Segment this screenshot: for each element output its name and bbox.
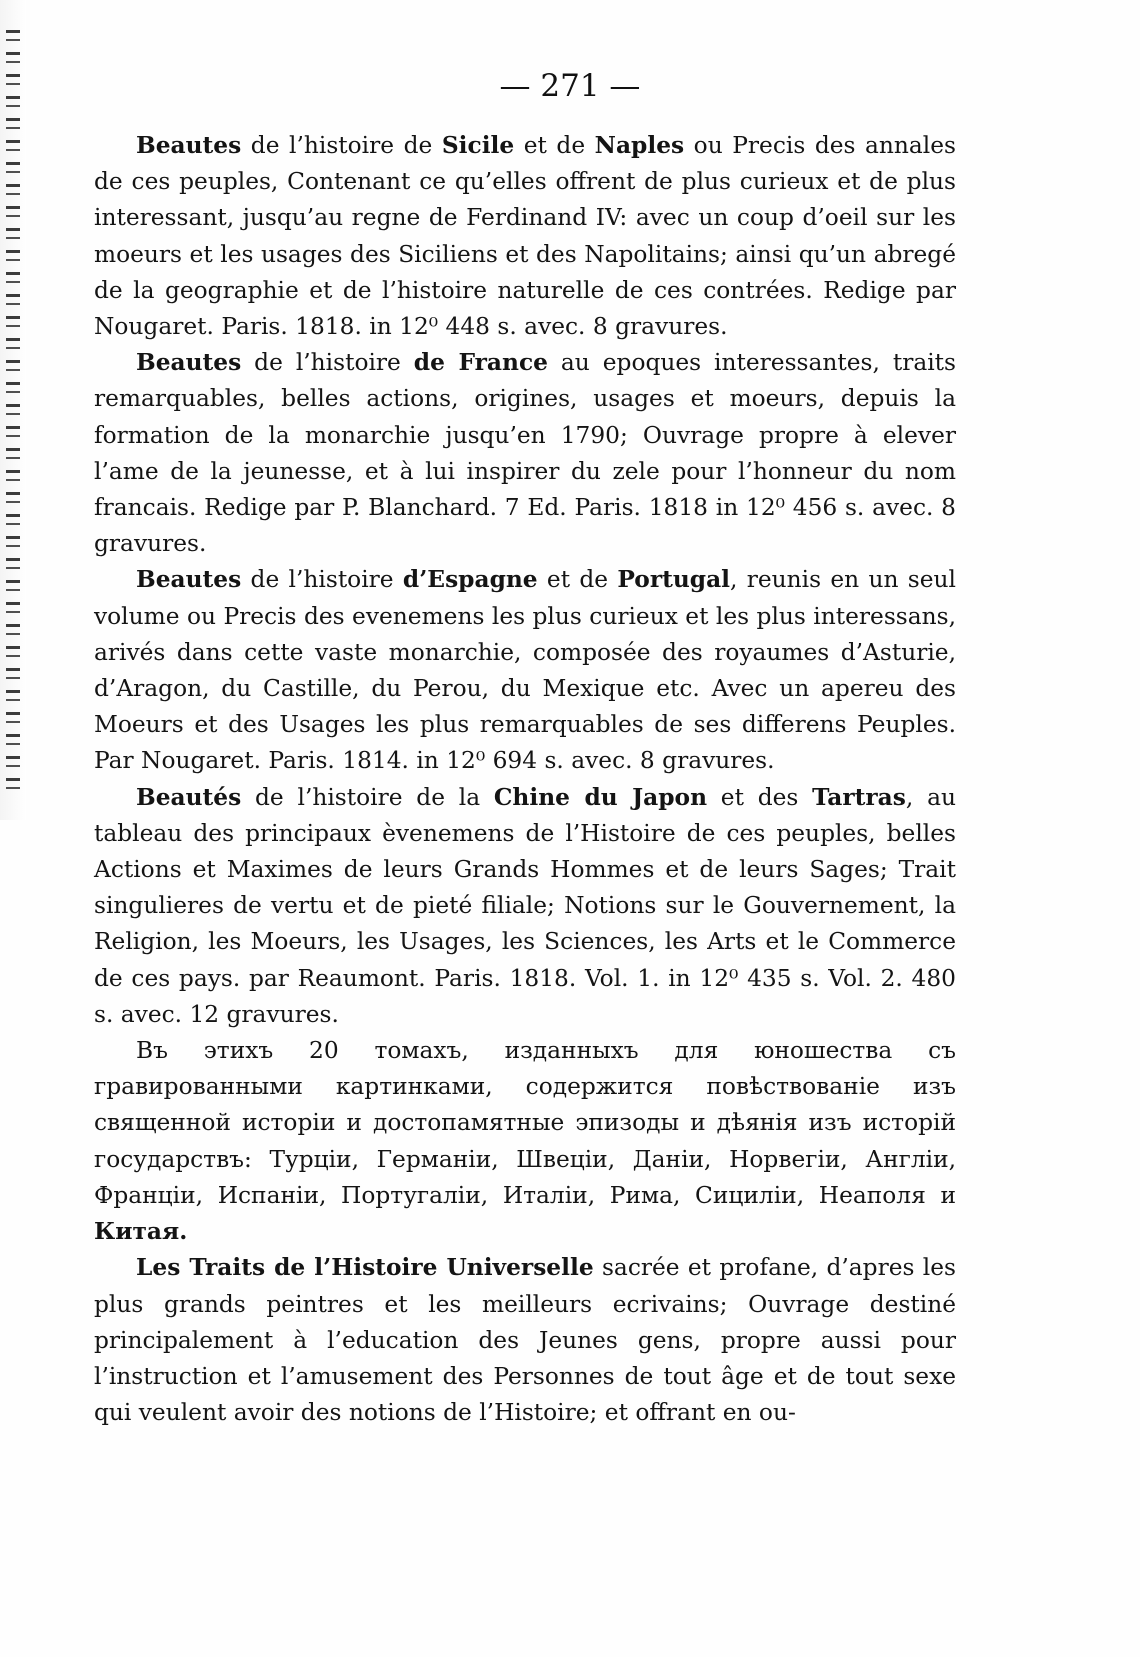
entry-text-run: et de [537,566,618,594]
entry-title-run: Chine du Japon [493,783,708,811]
entry-title-run: Beautés [136,783,242,811]
entry-text-run: , reunis en un seul volume ou Precis des evenemens les plus curieux et les plus interessans, arivés dans cette vaste monarchie, composée des royaumes d’Asturie, d’Aragon, du Castille, du Perou, du Mexique etc. Avec un apereu des Moeurs et des Usages les plus remarquables de ses differens Peuples. Par Nougaret. Paris. 1814. in 12⁰ 694 s. avec. 8 gravures. [94,566,956,775]
binding-edge [0,0,26,820]
entry-text-run: et de [514,132,595,159]
entry-text-run: de l’histoire de la [241,783,494,811]
entry-text-run: au epoques interessantes, traits remarquables, belles actions, origines, usages et moeurs, depuis la formation de la monarchie jusqu’en 1790; Ouvrage propre à elever l’ame de la jeunesse, et à lui inspirer du zele pour l’honneur du nom francais. Redige par P. Blanchard. 7 Ed. Paris. 1818 in 12⁰ 456 s. avec. 8 gravures. [94,349,956,558]
entry-text-run: de l’histoire [241,566,403,594]
entry-text-run: et des [707,783,813,811]
entry-title-run: Les Traits de l’Histoire Universelle [136,1254,594,1282]
entry-espagne-portugal [94,562,956,779]
entry-france [94,345,956,562]
entry-title-run: Tartras [812,783,906,811]
entry-text-run: de l’histoire de [241,132,442,159]
entry-title-run: d’Espagne [402,566,538,594]
entry-title-run: Китая. [94,1218,188,1246]
entry-text-run: de l’histoire [241,349,414,377]
entry-title-run: Beautes [136,349,242,377]
entry-text-run: Въ этихъ 20 томахъ, изданныхъ для юношества съ гравированными картинками, содержится повѣствованіе изъ священной исторіи и достопамятные эпизоды и дѣянія изъ исторій государствъ: Турціи, Германіи, Швеціи, Даніи, Норвегіи, Англіи, Франціи, Испаніи, Португаліи, Италіи, Рима, Сициліи, Неаполя и [94,1037,956,1209]
entry-title-run: Beautes [136,566,242,594]
entry-sicile-naples [94,128,956,345]
page-body [94,128,956,1431]
entry-title-run: Naples [594,132,685,159]
entry-russian-note [94,1033,956,1250]
binding-shadow [6,30,20,790]
entry-chine-japon [94,780,956,1033]
entry-text-run: sacrée et profane, d’apres les plus grands peintres et les meilleurs ecrivains; Ouvrage destiné principalement à l’education des Jeunes gens, propre aussi pour l’instruction et l’amusement des Personnes de tout âge et de tout sexe qui veulent avoir des notions de l’Histoire; et offrant en ou- [94,1254,956,1427]
page-number: — 271 — [499,68,641,104]
entry-title-run: Beautes [136,132,242,159]
entry-text-run: ou Precis des annales de ces peuples, Contenant ce qu’elles offrent de plus curieux et de plus interessant, jusqu’au regne de Ferdinand IV: avec un coup d’oeil sur les moeurs et les usages des Siciliens et des Napolitains; ainsi qu’un abregé de la geographie et de l’histoire naturelle de ces contrées. Redige par Nougaret. Paris. 1818. in 12⁰ 448 s. avec. 8 gravures. [94,132,956,341]
entry-traits-histoire [94,1250,956,1431]
entry-text-run: , au tableau des principaux èvenemens de l’Histoire de ces peuples, belles Actions et Maximes de leurs Grands Hommes et de leurs Sages; Trait singulieres de vertu et de pieté filiale; Notions sur le Gouvernement, la Religion, les Moeurs, les Usages, les Sciences, les Arts et le Commerce de ces pays. par Reaumont. Paris. 1818. Vol. 1. in 12⁰ 435 s. Vol. 2. 480 s. avec. 12 gravures. [94,783,956,1028]
entry-title-run: Portugal [617,566,731,594]
entry-title-run: Sicile [441,132,515,159]
entry-title-run: de France [413,349,548,377]
